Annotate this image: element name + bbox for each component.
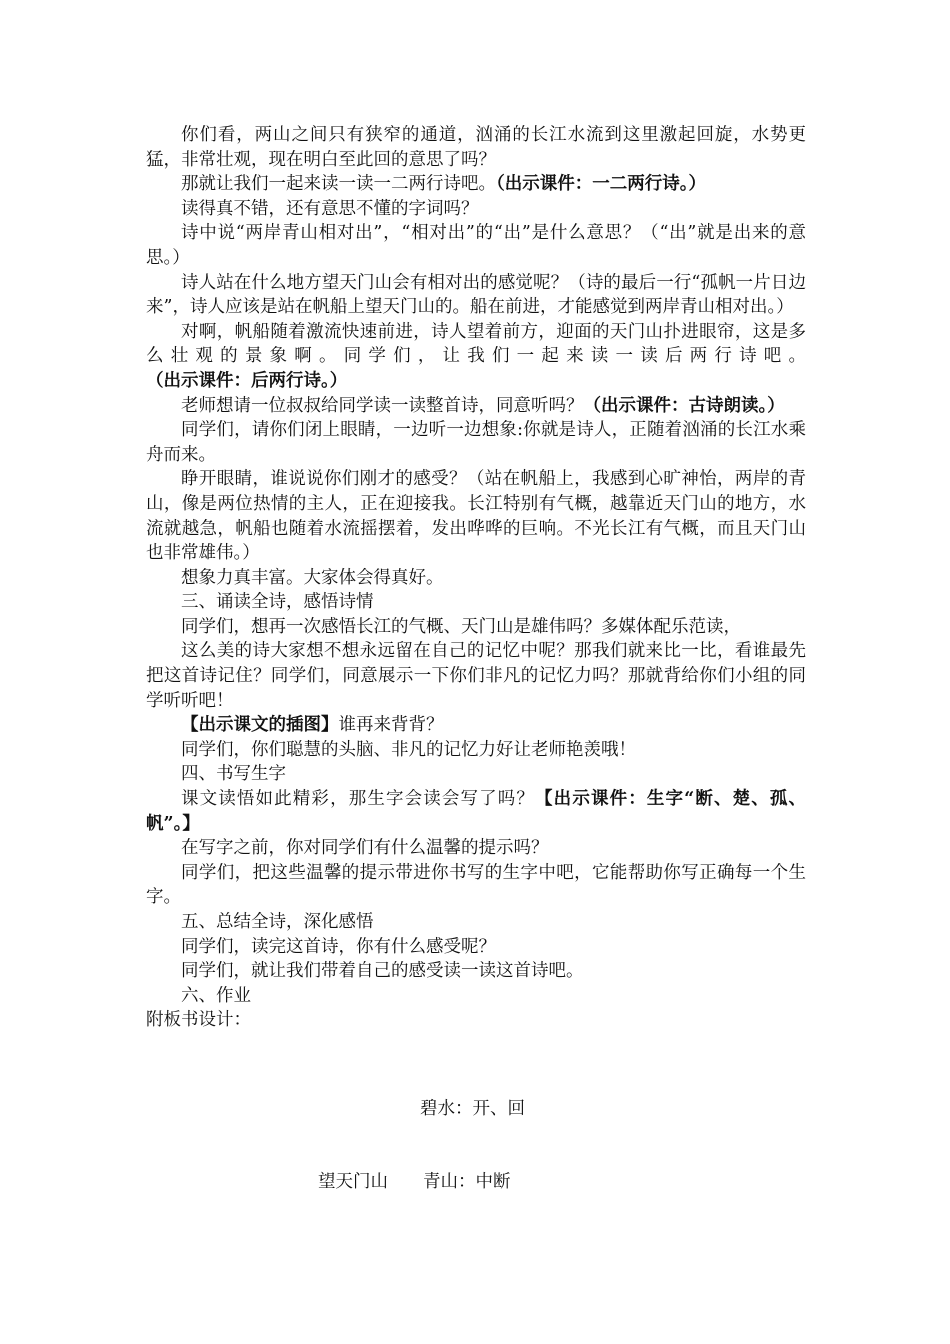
- paragraph-p20: [146, 910, 806, 935]
- text-segment: 四、书写生字: [181, 764, 286, 785]
- text-segment: 同学们，想再一次感悟长江的气概、天门山是雄伟吗？多媒体配乐范读，: [181, 616, 741, 637]
- bold-text-segment: （出示课件：一二两行诗。）: [496, 174, 706, 195]
- text-segment: 课文读悟如此精彩，那生字会读会写了吗？: [181, 789, 536, 810]
- text-segment: 这么美的诗大家想不想永远留在自己的记忆中呢？那我们就来比一比，看谁最先把这首诗记住？同学们，同意展示一下你们非凡的记忆力吗？那就背给你们小组的同学听听吧！: [146, 641, 806, 711]
- bold-text-segment: 【出示课件：生字“断、楚、孤、帆”。】: [146, 789, 806, 834]
- text-segment: 同学们，你们聪慧的头脑、非凡的记忆力好让老师艳羡哦！: [181, 739, 636, 760]
- text-segment: 同学们，就让我们带着自己的感受读一读这首诗吧。: [181, 961, 584, 982]
- paragraph-p14: [146, 713, 806, 738]
- paragraph-p12: [146, 615, 806, 640]
- paragraph-p2: [146, 172, 806, 197]
- paragraph-p5: [146, 271, 806, 320]
- text-segment: 同学们，读完这首诗，你有什么感受呢？: [181, 936, 496, 957]
- board-line-water: 碧水：开、回: [420, 1099, 525, 1119]
- paragraph-p24: [146, 1008, 806, 1033]
- paragraph-p6: [146, 320, 806, 394]
- text-segment: 读得真不错，还有意思不懂的字词吗？: [181, 198, 479, 219]
- text-segment: 想象力真丰富。大家体会得真好。: [181, 567, 444, 588]
- paragraph-p22: [146, 959, 806, 984]
- board-line-mountain: 青山：中断: [423, 1172, 511, 1192]
- paragraph-p15: [146, 738, 806, 763]
- paragraph-p10: [146, 566, 806, 591]
- paragraph-p23: [146, 984, 806, 1009]
- paragraph-p4: [146, 221, 806, 270]
- board-title: 望天门山: [318, 1172, 388, 1192]
- text-segment: 你们看，两山之间只有狭窄的通道，汹涌的长江水流到这里激起回旋，水势更猛，非常壮观，现在明白至此回的意思了吗？: [146, 125, 806, 170]
- paragraph-p7: [146, 394, 806, 419]
- text-segment: 六、作业: [181, 985, 251, 1006]
- paragraph-p3: [146, 197, 806, 222]
- text-segment: 附板书设计：: [146, 1010, 251, 1031]
- text-segment: 诗中说“两岸青山相对出”，“相对出”的“出”是什么意思？（“出”就是出来的意思。）: [146, 223, 806, 268]
- lesson-plan-body: [146, 123, 806, 1033]
- paragraph-p1: [146, 123, 806, 172]
- paragraph-p13: [146, 639, 806, 713]
- paragraph-p19: [146, 861, 806, 910]
- text-segment: 在写字之前，你对同学们有什么温馨的提示吗？: [181, 838, 549, 859]
- bold-text-segment: 【出示课文的插图】: [181, 715, 339, 736]
- paragraph-p11: [146, 590, 806, 615]
- text-segment: 三、诵读全诗，感悟诗情: [181, 592, 374, 613]
- bold-text-segment: （出示课件：后两行诗。）: [146, 370, 348, 391]
- paragraph-p9: [146, 467, 806, 565]
- paragraph-p17: [146, 787, 806, 836]
- text-segment: 对啊，帆船随着激流快速前进，诗人望着前方，迎面的天门山扑进眼帘，这是多么壮观的景象啊。同学们，让我们一起来读一读后两行诗吧。: [146, 321, 806, 367]
- paragraph-p21: [146, 935, 806, 960]
- text-segment: 睁开眼睛，谁说说你们刚才的感受？（站在帆船上，我感到心旷神怡，两岸的青山，像是两位热情的主人，正在迎接我。长江特别有气概，越靠近天门山的地方，水流就越急，帆船也随着水流摇摆着，发出哗哗的巨响。不光长江有气概，而且天门山也非常雄伟。）: [146, 469, 806, 564]
- paragraph-p18: [146, 836, 806, 861]
- text-segment: 同学们，请你们闭上眼睛，一边听一边想象:你就是诗人，正随着汹涌的长江水乘舟而来。: [146, 420, 806, 465]
- text-segment: 同学们，把这些温馨的提示带进你书写的生字中吧，它能帮助你写正确每一个生字。: [146, 862, 806, 908]
- text-segment: 那就让我们一起来读一读一二两行诗吧。: [181, 174, 496, 195]
- text-segment: 老师想请一位叔叔给同学读一读整首诗，同意听吗？: [181, 395, 584, 416]
- paragraph-p16: [146, 762, 806, 787]
- text-segment: 诗人站在什么地方望天门山会有相对出的感觉呢？（诗的最后一行“孤帆一片日边来”，诗人应该是站在帆船上望天门山的。船在前进，才能感觉到两岸青山相对出。）: [146, 272, 806, 318]
- text-segment: 五、总结全诗，深化感悟: [181, 912, 374, 932]
- bold-text-segment: （出示课件：古诗朗读。）: [583, 395, 785, 416]
- text-segment: 谁再来背背？: [338, 715, 444, 736]
- paragraph-p8: [146, 418, 806, 467]
